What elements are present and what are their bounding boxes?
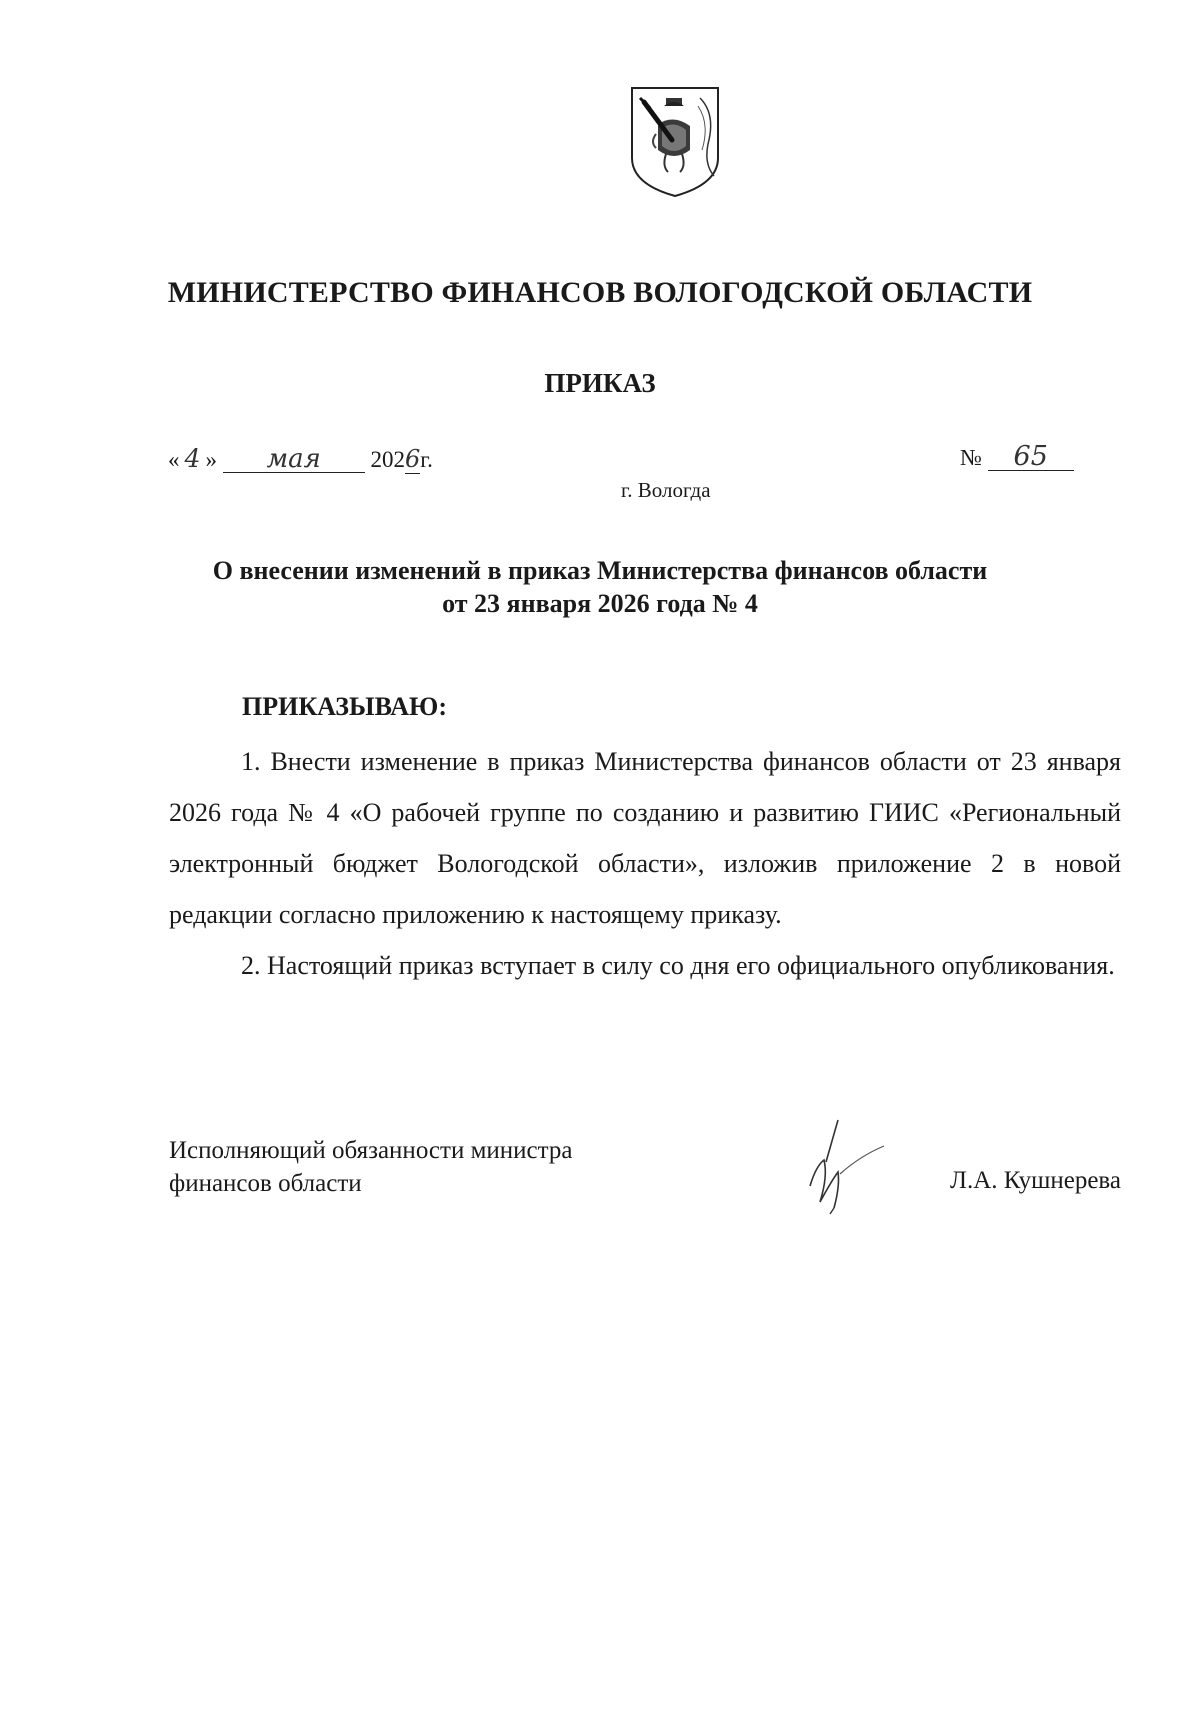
order-number <box>960 441 1074 472</box>
date-close-quote: » <box>205 447 217 472</box>
date-year-suffix: г. <box>420 447 433 472</box>
date-month-handwritten: мая <box>223 446 365 473</box>
handwritten-signature-icon <box>780 1116 890 1216</box>
body-paragraph-2: 2. Настоящий приказ вступает в силу со дня его официального опубликования. <box>241 951 1115 980</box>
signatory-position <box>169 1134 572 1200</box>
number-handwritten: 65 <box>988 444 1074 471</box>
document-type-title: ПРИКАЗ <box>544 368 656 398</box>
order-directive-heading: ПРИКАЗЫВАЮ: <box>242 692 447 721</box>
order-subject <box>0 554 1200 620</box>
city-label: г. Вологда <box>621 478 711 502</box>
date-year-digit-handwritten: 6 <box>405 445 421 473</box>
order-body <box>169 736 1121 991</box>
ministry-title: МИНИСТЕРСТВО ФИНАНСОВ ВОЛОГОДСКОЙ ОБЛАСТИ <box>167 276 1033 309</box>
signatory-name: Л.А. Кушнерева <box>950 1167 1121 1194</box>
order-date <box>168 444 433 473</box>
coat-of-arms-icon <box>628 84 722 200</box>
subject-line-1: О внесении изменений в приказ Министерства финансов области <box>212 556 988 585</box>
date-year-prefix: 202 <box>370 447 405 472</box>
body-paragraph-1: 1. Внести изменение в приказ Министерства финансов области от 23 января 2026 года № 4 «О рабочей группе по созданию и развитию ГИИС «Региональный электронный бюджет Вологодской области», изложив приложение 2 в новой редакции согласно приложению к настоящему приказу. <box>169 747 1121 929</box>
position-line-2: финансов области <box>169 1170 362 1197</box>
number-sign: № <box>960 445 982 470</box>
position-line-1: Исполняющий обязанности министра <box>169 1137 573 1164</box>
subject-line-2: от 23 января 2026 года № 4 <box>442 589 758 618</box>
date-day-handwritten: 4 <box>184 444 201 473</box>
date-open-quote: « <box>168 447 180 472</box>
